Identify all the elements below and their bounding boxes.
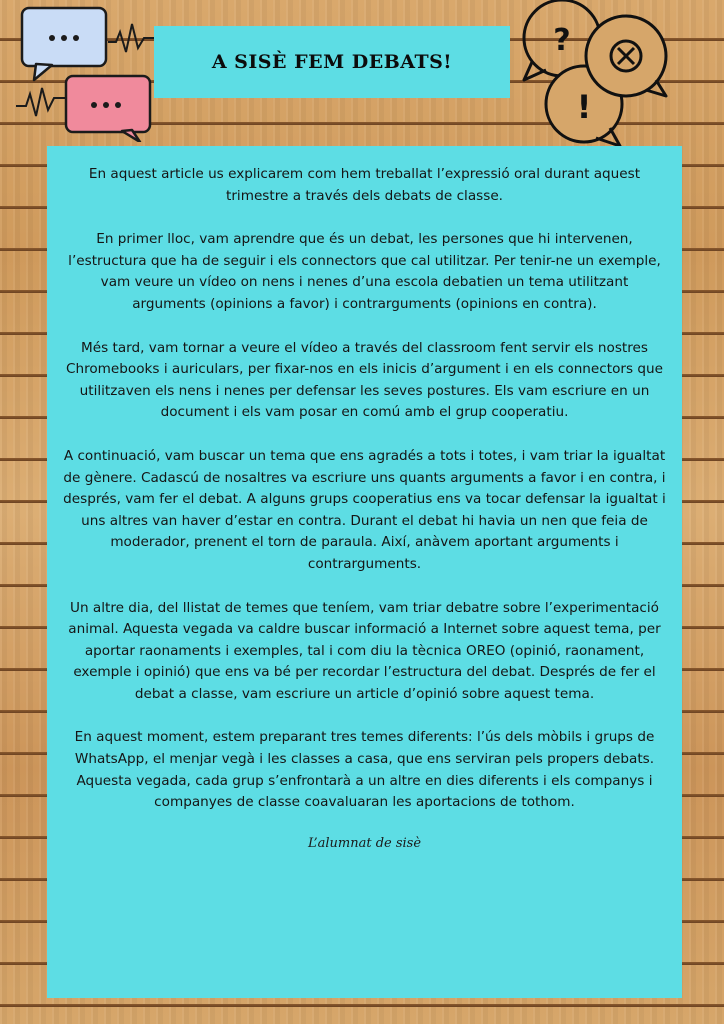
svg-text:!: ! bbox=[576, 88, 592, 126]
speech-bubble-dots-icon bbox=[22, 8, 106, 80]
signature: L’alumnat de sisè bbox=[307, 835, 422, 851]
speech-bubble-dots-icon bbox=[66, 76, 150, 142]
x-bubble-icon bbox=[586, 16, 666, 96]
article-paragraph: Més tard, vam tornar a veure el vídeo a través del classroom fent servir els nostres Chromebooks i auriculars, per fixar-nos en els inicis d’argument i en els connectors que utilitzaven els nens i nenes per defensar les seves postures. Els vam escriure en un document i els vam posar en comú amb el grup cooperatiu. bbox=[65, 339, 664, 421]
article-paragraph: En primer lloc, vam aprendre que és un debat, les persones que hi intervenen, l’estructura que ha de seguir i els connectors que cal utilitzar. Per tenir-ne un exemple, vam veure un vídeo on nens i nenes d’una escola debatien un tema utilitzant arguments (opinions a favor) i contrarguments (opinions en contra). bbox=[68, 231, 661, 312]
article-paragraph: En aquest moment, estem preparant tres temes diferents: l’ús dels mòbils i grups de WhatsApp, el menjar vegà i les classes a casa, que ens serviran pels propers debats. Aquesta vegada, cada grup s’enfrontarà a un altre en dies diferents i els companys i companyes de classe coavaluaran les aportacions de tothom. bbox=[74, 729, 655, 811]
article-paragraph: Un altre dia, del llistat de temes que teníem, vam triar debatre sobre l’experimentació animal. Aquesta vegada va caldre buscar informació a Internet sobre aquest tema, per aportar raonaments i exemples, tal i com diu la tècnica OREO (opinió, raonament, exemple i opinió) que ens va bé per recordar l’estructura del debat. Després de fer el debat a classe, vam escriure un article d’opinió sobre aquest tema. bbox=[68, 599, 661, 702]
debate-bubbles-decoration bbox=[512, 0, 672, 150]
zigzag-line-icon bbox=[16, 88, 66, 116]
page-title: A SISÈ FEM DEBATS! bbox=[211, 51, 453, 73]
article-card bbox=[47, 146, 682, 998]
article-paragraph: En aquest article us explicarem com hem treballat l’expressió oral durant aquest trimestre a través dels debats de classe. bbox=[88, 166, 641, 204]
article-paragraph: A continuació, vam buscar un tema que ens agradés a tots i totes, i vam triar la igualtat de gènere. Cadascú de nosaltres va escriure uns quants arguments a favor i en contra, i després, vam fer el debat. A alguns grups cooperatius ens va tocar defensar la igualtat i uns altres van haver d’estar en contra. Durant el debat hi havia un nen que feia de moderador, prenent el torn de paraula. Així, anàvem aportant arguments i contrarguments. bbox=[63, 447, 666, 572]
title-banner bbox=[154, 26, 510, 98]
zigzag-line-icon bbox=[108, 24, 158, 52]
chat-bubbles-decoration bbox=[10, 2, 160, 142]
svg-text:?: ? bbox=[553, 23, 571, 58]
